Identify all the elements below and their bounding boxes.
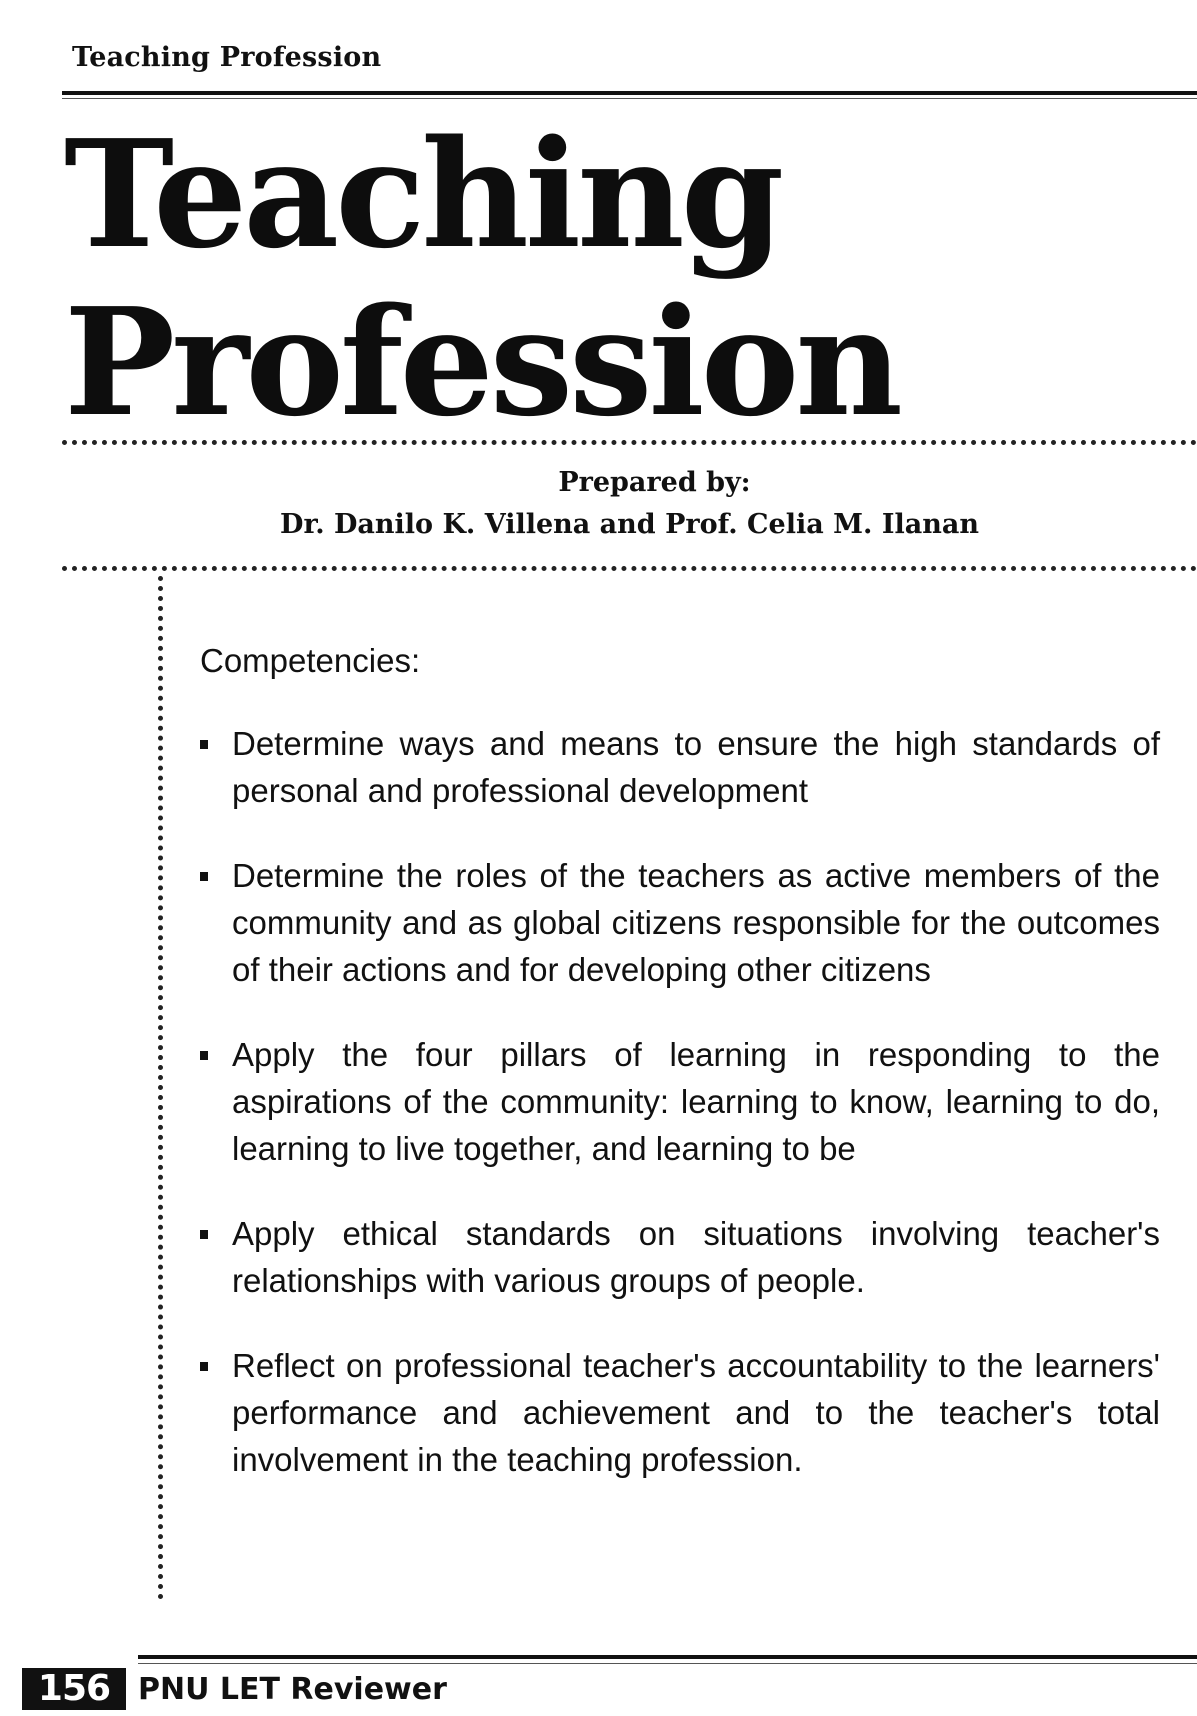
list-item-text: Apply ethical standards on situations involving teacher's relationships with various groups of people. [232,1215,1160,1299]
list-item [200,1031,1160,1172]
byline-label: Prepared by: [558,467,751,498]
title-line-2: Profession [64,275,899,449]
bullet-icon [200,872,208,881]
title-line-1: Teaching [64,107,781,281]
footer-book-title: PNU LET Reviewer [138,1672,447,1707]
list-item [200,852,1160,993]
byline-authors: Dr. Danilo K. Villena and Prof. Celia M. Ilanan [280,509,979,540]
header-rule [62,91,1197,95]
list-item [200,720,1160,814]
running-header: Teaching Profession [72,42,382,73]
footer-rule [138,1655,1197,1659]
list-item [200,1210,1160,1304]
page-number-badge: 156 [22,1668,126,1710]
footer-rule-thin [138,1663,1197,1664]
list-item-text: Determine the roles of the teachers as active members of the community and as global citizens responsible for the outcomes of their actions and for developing other citizens [232,857,1160,988]
bullet-icon [200,1362,208,1371]
list-item-text: Apply the four pillars of learning in responding to the aspirations of the community: learning to know, learning to do, learning to live together, and learning to be [232,1036,1160,1167]
side-dotted-border [158,576,163,1600]
header-rule-thin [62,98,1197,99]
bullet-icon [200,740,208,749]
dotted-divider-top [62,440,1197,445]
dotted-divider-bottom [62,566,1197,571]
bullet-icon [200,1230,208,1239]
list-item-text: Reflect on professional teacher's accountability to the learners' performance and achievement and to the teacher's total involvement in the teaching profession. [232,1347,1160,1478]
byline [62,462,1197,546]
list-item [200,1342,1160,1483]
page-title [64,107,899,449]
bullet-icon [200,1051,208,1060]
list-item-text: Determine ways and means to ensure the high standards of personal and professional development [232,725,1160,809]
competencies-list [200,720,1160,1483]
competencies-heading: Competencies: [200,642,421,679]
competencies-section [200,638,1160,1521]
